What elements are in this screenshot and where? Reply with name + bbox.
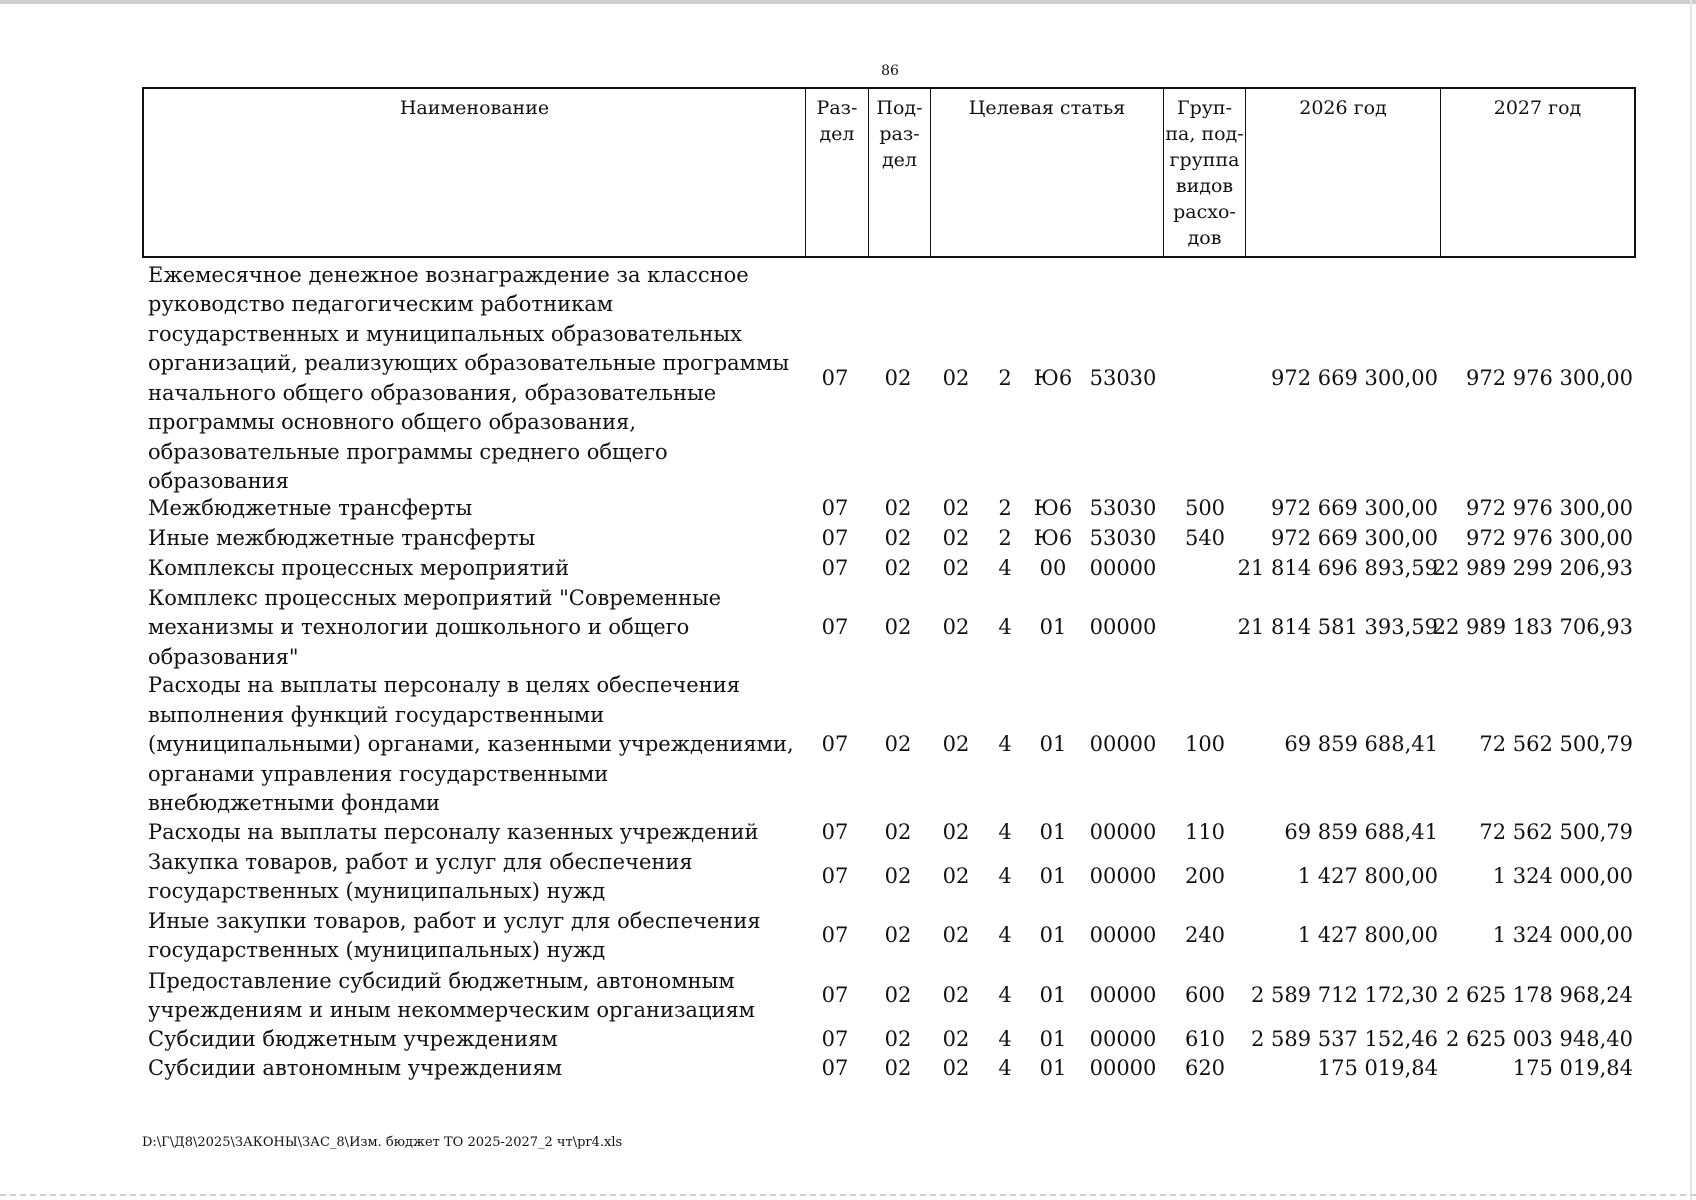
row-group: 200 xyxy=(1184,864,1226,889)
row-name: Предоставление субсидий бюджетным, автономным учреждениям и иным некоммерческим организациям xyxy=(148,968,756,1022)
table-row xyxy=(0,673,1696,816)
row-target-4: 00000 xyxy=(1089,556,1157,581)
row-target-3: 01 xyxy=(1039,820,1067,845)
row-target-2: 2 xyxy=(998,365,1012,390)
row-target-4: 53030 xyxy=(1089,365,1157,390)
table-row xyxy=(0,1054,1696,1084)
row-target-2: 4 xyxy=(998,732,1012,757)
row-2026: 69 859 688,41 xyxy=(1284,820,1438,845)
row-target-1: 02 xyxy=(942,864,970,889)
table-row xyxy=(0,524,1696,554)
row-podrazdel: 02 xyxy=(884,526,912,551)
row-razdel: 07 xyxy=(821,1056,849,1081)
row-target-2: 4 xyxy=(998,615,1012,640)
file-path-footer: D:\Г\Д8\2025\ЗАКОНЫ\ЗАС_8\Изм. бюджет ТО 2025-2027_2 чт\pr4.xls xyxy=(142,1135,623,1150)
row-group: 110 xyxy=(1184,820,1226,845)
row-2027: 22 989 299 206,93 xyxy=(1432,556,1633,581)
row-target-2: 4 xyxy=(998,1056,1012,1081)
row-2027: 2 625 178 968,24 xyxy=(1445,983,1633,1008)
row-2027: 972 976 300,00 xyxy=(1466,365,1633,390)
row-2027: 72 562 500,79 xyxy=(1479,732,1633,757)
row-2026: 2 589 712 172,30 xyxy=(1250,983,1438,1008)
row-target-2: 4 xyxy=(998,820,1012,845)
row-group: 100 xyxy=(1184,732,1226,757)
header-target-article: Целевая статья xyxy=(930,89,1163,256)
table-row xyxy=(0,262,1696,493)
row-podrazdel: 02 xyxy=(884,1027,912,1052)
row-2026: 2 589 537 152,46 xyxy=(1250,1027,1438,1052)
row-2027: 1 324 000,00 xyxy=(1492,864,1633,889)
row-name: Иные межбюджетные трансферты xyxy=(148,526,536,551)
row-target-2: 4 xyxy=(998,556,1012,581)
row-2026: 972 669 300,00 xyxy=(1271,496,1438,521)
row-target-3: 00 xyxy=(1039,556,1067,581)
row-target-2: 2 xyxy=(998,496,1012,521)
row-target-2: 4 xyxy=(998,983,1012,1008)
row-razdel: 07 xyxy=(821,556,849,581)
row-2026: 21 814 696 893,59 xyxy=(1237,556,1438,581)
row-podrazdel: 02 xyxy=(884,864,912,889)
header-name: Наименование xyxy=(399,97,550,119)
row-razdel: 07 xyxy=(821,983,849,1008)
row-target-2: 4 xyxy=(998,923,1012,948)
row-razdel: 07 xyxy=(821,820,849,845)
table-row xyxy=(0,494,1696,524)
row-podrazdel: 02 xyxy=(884,365,912,390)
row-target-1: 02 xyxy=(942,820,970,845)
row-target-3: 01 xyxy=(1039,1027,1067,1052)
row-target-4: 00000 xyxy=(1089,983,1157,1008)
row-2026: 972 669 300,00 xyxy=(1271,526,1438,551)
row-razdel: 07 xyxy=(821,526,849,551)
row-2027: 972 976 300,00 xyxy=(1466,526,1633,551)
row-target-1: 02 xyxy=(942,1056,970,1081)
row-2026: 972 669 300,00 xyxy=(1271,365,1438,390)
row-razdel: 07 xyxy=(821,496,849,521)
row-2026: 1 427 800,00 xyxy=(1297,864,1438,889)
row-name: Комплексы процессных мероприятий xyxy=(148,556,570,581)
row-target-1: 02 xyxy=(942,983,970,1008)
row-group xyxy=(1164,598,1246,658)
row-podrazdel: 02 xyxy=(884,923,912,948)
row-target-3: Ю6 xyxy=(1033,365,1073,390)
row-podrazdel: 02 xyxy=(884,1056,912,1081)
row-target-4: 53030 xyxy=(1089,526,1157,551)
row-2027: 2 625 003 948,40 xyxy=(1445,1027,1633,1052)
row-name: Расходы на выплаты персоналу в целях обеспечения выполнения функций государственными (муниципальными) органами, казенными учреждениями, органами управления государственными внебюджетными фондами xyxy=(148,673,794,816)
row-target-3: 01 xyxy=(1039,983,1067,1008)
row-target-3: 01 xyxy=(1039,923,1067,948)
row-target-2: 4 xyxy=(998,1027,1012,1052)
page-number: 86 xyxy=(881,63,899,79)
row-2026: 175 019,84 xyxy=(1317,1056,1438,1081)
row-target-4: 00000 xyxy=(1089,1056,1157,1081)
row-2027: 22 989 183 706,93 xyxy=(1432,615,1633,640)
row-target-4: 00000 xyxy=(1089,864,1157,889)
row-razdel: 07 xyxy=(821,1027,849,1052)
row-razdel: 07 xyxy=(821,923,849,948)
row-podrazdel: 02 xyxy=(884,983,912,1008)
row-group: 240 xyxy=(1184,923,1226,948)
row-target-2: 4 xyxy=(998,864,1012,889)
row-razdel: 07 xyxy=(821,365,849,390)
header-podrazdel: Под- раз- дел xyxy=(868,89,930,256)
table-row xyxy=(0,554,1696,584)
row-2026: 1 427 800,00 xyxy=(1297,923,1438,948)
table-row xyxy=(0,847,1696,907)
row-target-1: 02 xyxy=(942,923,970,948)
row-target-3: 01 xyxy=(1039,732,1067,757)
row-target-1: 02 xyxy=(942,496,970,521)
row-razdel: 07 xyxy=(821,732,849,757)
row-target-1: 02 xyxy=(942,732,970,757)
row-target-1: 02 xyxy=(942,1027,970,1052)
row-target-3: 01 xyxy=(1039,864,1067,889)
row-group: 500 xyxy=(1184,496,1226,521)
row-target-4: 53030 xyxy=(1089,496,1157,521)
row-name: Закупка товаров, работ и услуг для обеспечения государственных (муниципальных) нужд xyxy=(148,849,693,903)
table-row xyxy=(0,1025,1696,1055)
row-target-1: 02 xyxy=(942,365,970,390)
row-target-4: 00000 xyxy=(1089,1027,1157,1052)
row-name: Расходы на выплаты персоналу казенных учреждений xyxy=(148,820,759,845)
row-target-1: 02 xyxy=(942,615,970,640)
row-group: 540 xyxy=(1184,526,1226,551)
row-podrazdel: 02 xyxy=(884,556,912,581)
row-podrazdel: 02 xyxy=(884,732,912,757)
row-target-3: 01 xyxy=(1039,1056,1067,1081)
table-row xyxy=(0,818,1696,848)
row-target-1: 02 xyxy=(942,526,970,551)
table-row xyxy=(0,585,1696,669)
row-2027: 1 324 000,00 xyxy=(1492,923,1633,948)
row-razdel: 07 xyxy=(821,615,849,640)
table-row xyxy=(0,966,1696,1026)
header-razdel: Раз- дел xyxy=(805,89,868,256)
row-target-3: Ю6 xyxy=(1033,526,1073,551)
row-2026: 21 814 581 393,59 xyxy=(1237,615,1438,640)
row-group xyxy=(1164,287,1246,470)
row-group: 620 xyxy=(1184,1056,1226,1081)
row-name: Субсидии автономным учреждениям xyxy=(148,1056,563,1081)
row-podrazdel: 02 xyxy=(884,820,912,845)
row-name: Ежемесячное денежное вознаграждение за классное руководство педагогическим работникам государственных и муниципальных образовательных организаций, реализующих образовательные программы начального общего образования, образовательные программы основного общего образования, образовательные программы среднего общего образования xyxy=(148,262,790,493)
row-2027: 72 562 500,79 xyxy=(1479,820,1633,845)
row-2027: 175 019,84 xyxy=(1512,1056,1633,1081)
row-2027: 972 976 300,00 xyxy=(1466,496,1633,521)
row-group: 600 xyxy=(1184,983,1226,1008)
row-podrazdel: 02 xyxy=(884,615,912,640)
row-name: Субсидии бюджетным учреждениям xyxy=(148,1027,558,1052)
row-podrazdel: 02 xyxy=(884,496,912,521)
row-target-4: 00000 xyxy=(1089,820,1157,845)
row-2026: 69 859 688,41 xyxy=(1284,732,1438,757)
row-target-4: 00000 xyxy=(1089,615,1157,640)
header-expense-group: Груп- па, под- группа видов расхо- дов xyxy=(1163,89,1245,256)
row-target-4: 00000 xyxy=(1089,732,1157,757)
table-row xyxy=(0,906,1696,966)
row-group: 610 xyxy=(1184,1027,1226,1052)
row-name: Комплекс процессных мероприятий "Современные механизмы и технологии дошкольного и общего образования" xyxy=(148,585,722,669)
row-razdel: 07 xyxy=(821,864,849,889)
row-name: Иные закупки товаров, работ и услуг для обеспечения государственных (муниципальных) нужд xyxy=(148,908,761,962)
header-year-2026: 2026 год xyxy=(1245,89,1440,256)
row-target-3: Ю6 xyxy=(1033,496,1073,521)
row-name: Межбюджетные трансферты xyxy=(148,496,473,521)
row-target-2: 2 xyxy=(998,526,1012,551)
row-target-3: 01 xyxy=(1039,615,1067,640)
header-year-2027: 2027 год xyxy=(1440,89,1634,256)
row-target-1: 02 xyxy=(942,556,970,581)
row-group xyxy=(1164,554,1246,584)
row-target-4: 00000 xyxy=(1089,923,1157,948)
